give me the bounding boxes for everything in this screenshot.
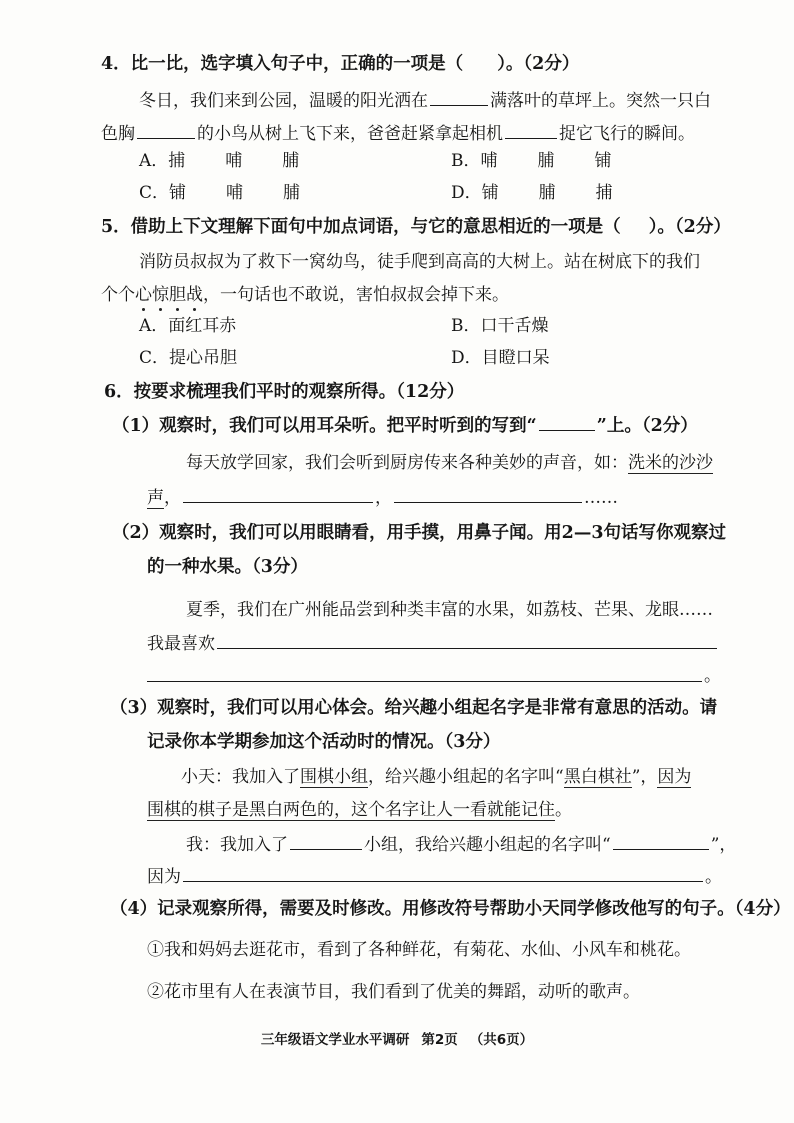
q6-2-stem-line1: （2）观察时，我们可以用眼睛看，用手摸，用鼻子闻。用2—3句话写你观察过 <box>112 523 727 543</box>
q5-stem: 5．借助上下文理解下面句中加点词语，与它的意思相近的一项是（ ）。（2分） <box>101 217 731 237</box>
q6-1-answer-blank-2[interactable] <box>394 484 582 503</box>
q6-4-stem: （4）记录观察所得，需要及时修改。用修改符号帮助小天同学修改他写的句子。（4分） <box>110 899 791 919</box>
q6-4-sentence-2: ②花市里有人在表演节目，我们看到了优美的舞蹈，动听的歌声。 <box>147 982 640 1002</box>
q5-passage-line2: 个个心惊胆战，一句话也不敢说，害怕叔叔会掉下来。 <box>101 285 509 305</box>
q6-2-answer-blank-2[interactable] <box>147 681 702 682</box>
q4-option-c[interactable]: C．铺 哺 脯 <box>139 183 301 203</box>
q6-1-stem-blank <box>539 412 595 431</box>
q4-option-b[interactable]: B．哺 脯 铺 <box>451 151 612 171</box>
dotted-char: 胆 <box>169 285 186 305</box>
q4-option-a[interactable]: A．捕 哺 脯 <box>139 151 300 171</box>
q6-3-example-line2: 围棋的棋子是黑白两色的，这个名字让人一看就能记住。 <box>147 800 572 820</box>
dotted-char: 战 <box>186 285 203 305</box>
q6-1-passage-line1: 每天放学回家，我们会听到厨房传来各种美妙的声音，如：洗米的沙沙 <box>186 453 713 473</box>
q6-3-group-blank[interactable] <box>290 831 362 850</box>
q4-blank-1[interactable] <box>430 87 488 106</box>
q5-passage-line1: 消防员叔叔为了救下一窝幼鸟，徒手爬到高高的大树上。站在树底下的我们 <box>139 252 700 272</box>
q4-passage-line1: 冬日，我们来到公园，温暖的阳光洒在 满落叶的草坪上。突然一只白 <box>139 87 711 113</box>
q6-3-stem-line2: 记录你本学期参加这个活动时的情况。（3分） <box>147 732 501 752</box>
q5-option-b[interactable]: B．口干舌燥 <box>451 316 549 336</box>
q4-blank-3[interactable] <box>505 120 557 139</box>
q6-2-answer-blank-1[interactable] <box>217 630 717 649</box>
q4-passage-line2: 色胸 的小鸟从树上飞下来，爸爸赶紧拿起相机 捉它飞行的瞬间。 <box>101 120 695 146</box>
q5-option-d[interactable]: D．目瞪口呆 <box>451 348 550 368</box>
dotted-char: 惊 <box>152 285 169 305</box>
q6-3-name-blank[interactable] <box>613 831 709 850</box>
footer-page-total: （共6页） <box>469 1032 534 1048</box>
q5-option-c[interactable]: C．提心吊胆 <box>139 348 238 368</box>
q4-option-d[interactable]: D．铺 脯 捕 <box>451 183 613 203</box>
q6-3-stem-line1: （3）观察时，我们可以用心体会。给兴趣小组起名字是非常有意思的活动。请 <box>110 698 718 718</box>
q6-4-sentence-1: ①我和妈妈去逛花市，看到了各种鲜花，有菊花、水仙、小风车和桃花。 <box>147 940 691 960</box>
page-footer <box>0 1028 794 1048</box>
q4-blank-2[interactable] <box>137 120 195 139</box>
q6-3-answer-line1: 我：我加入了 小组，我给兴趣小组起的名字叫“ ”， <box>186 831 736 857</box>
q6-2-passage-line1: 夏季，我们在广州能品尝到种类丰富的水果，如荔枝、芒果、龙眼…… <box>186 600 713 620</box>
dotted-char: 心 <box>135 285 152 305</box>
q6-3-answer-line2: 因为 。 <box>147 863 722 889</box>
q6-1-stem: （1）观察时，我们可以用耳朵听。把平时听到的写到“ ”上。（2分） <box>112 412 698 438</box>
q6-3-reason-blank[interactable] <box>183 863 703 882</box>
q5-option-a[interactable]: A．面红耳赤 <box>139 316 237 336</box>
q6-3-example-line1: 小天：我加入了围棋小组，给兴趣小组起的名字叫“黑白棋社”，因为 <box>181 767 692 787</box>
footer-title: 三年级语文学业水平调研 <box>260 1032 410 1048</box>
q4-stem: 4．比一比，选字填入句子中，正确的一项是（ ）。（2分） <box>101 54 580 74</box>
q6-2-period: 。 <box>704 666 721 686</box>
footer-page-number: 第2页 <box>421 1032 458 1048</box>
q6-2-stem-line2: 的一种水果。（3分） <box>147 557 308 577</box>
q6-2-passage-line2: 我最喜欢 <box>147 630 719 656</box>
q6-1-answer-blank-1[interactable] <box>183 484 373 503</box>
q6-stem: 6．按要求梳理我们平时的观察所得。（12分） <box>104 382 465 402</box>
q6-1-passage-line2: 声， ， …… <box>147 484 618 510</box>
